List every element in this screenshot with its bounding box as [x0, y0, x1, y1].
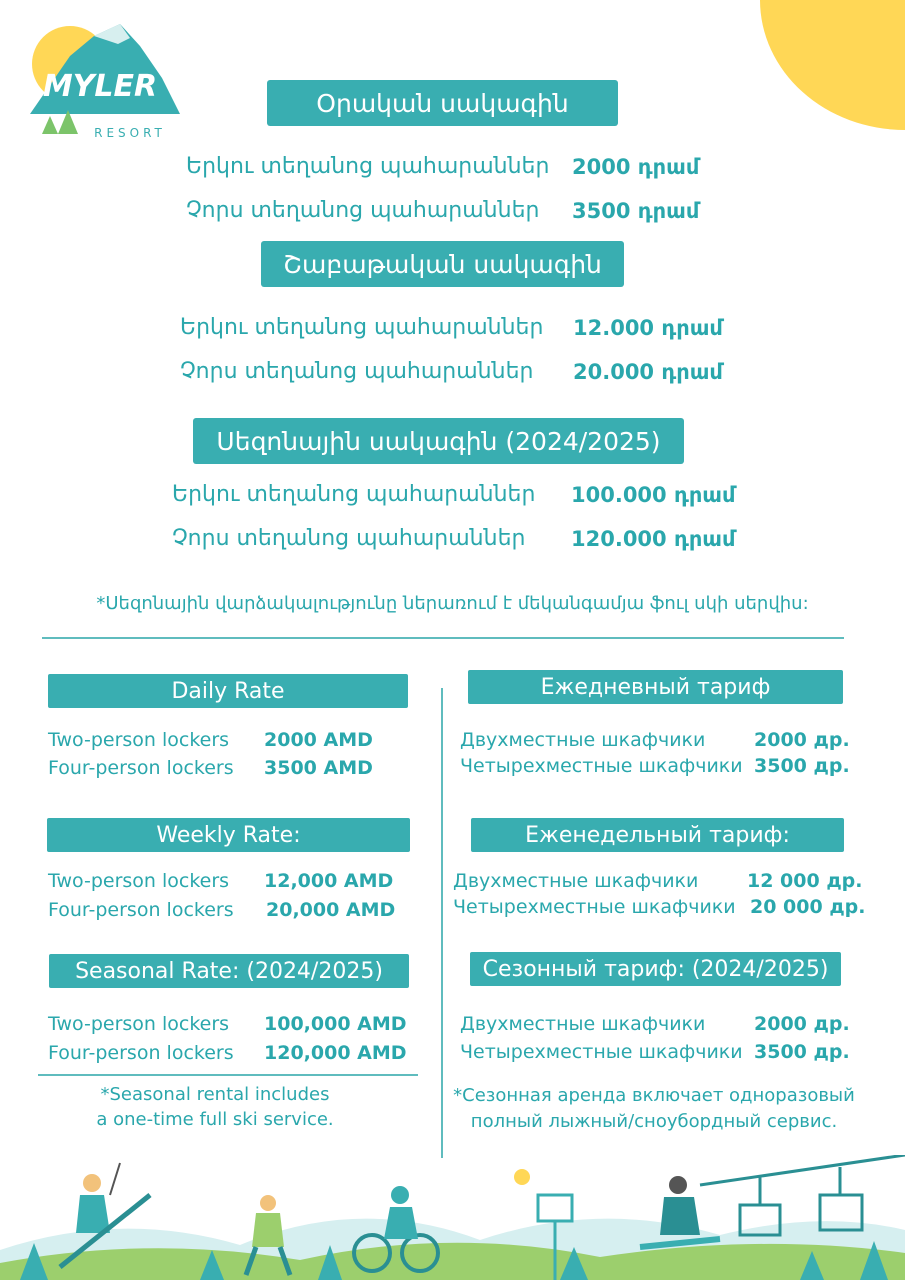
bottom-illustration [0, 1155, 905, 1280]
hy-weekly-row-1-label: Երկու տեղանոց պահարաններ [180, 315, 544, 340]
ru-seasonal-row-1-price: 2000 др. [754, 1013, 850, 1035]
en-daily-row-2-label: Four-person lockers [48, 757, 234, 779]
en-seasonal-row-1-label: Two-person lockers [48, 1013, 230, 1035]
myler-resort-logo [22, 16, 187, 146]
en-note-line-1: *Seasonal rental includes [100, 1084, 330, 1105]
ru-daily-row-1-price: 2000 др. [754, 729, 850, 751]
en-daily-banner: Daily Rate [48, 674, 408, 708]
en-weekly-row-1-label: Two-person lockers [48, 870, 230, 892]
ru-daily-row-2-price: 3500 др. [754, 755, 850, 777]
hy-seasonal-row-1-label: Երկու տեղանոց պահարաններ [172, 482, 536, 507]
logo-name: MYLER [42, 69, 158, 104]
en-note-divider [38, 1074, 418, 1076]
en-note-line-2: a one-time full ski service. [96, 1109, 334, 1130]
hy-daily-row-2-price: 3500 դրամ [572, 199, 700, 223]
ru-seasonal-note [448, 1083, 860, 1135]
en-seasonal-row-1-price: 100,000 AMD [264, 1013, 407, 1035]
ru-weekly-row-1-label: Двухместные шкафчики [453, 870, 699, 892]
hy-seasonal-row-2-price: 120.000 դրամ [571, 527, 736, 551]
ru-weekly-row-2-price: 20 000 др. [750, 896, 866, 918]
en-daily-row-1-label: Two-person lockers [48, 729, 230, 751]
en-weekly-row-1-price: 12,000 AMD [264, 870, 394, 892]
ru-seasonal-row-2-label: Четырехместные шкафчики [460, 1041, 743, 1063]
logo-sub: RESORT [94, 126, 166, 140]
ru-seasonal-row-2-price: 3500 др. [754, 1041, 850, 1063]
hy-daily-row-1-label: Երկու տեղանոց պահարաններ [186, 154, 550, 179]
ru-weekly-banner: Еженедельный тариф: [471, 818, 844, 852]
ru-weekly-row-2-label: Четырехместные шкафчики [453, 896, 736, 918]
hy-daily-banner: Օրական սակագին [267, 80, 618, 126]
en-seasonal-row-2-label: Four-person lockers [48, 1042, 234, 1064]
hy-seasonal-row-1-price: 100.000 դրամ [571, 483, 736, 507]
ru-seasonal-row-1-label: Двухместные шкафчики [460, 1013, 706, 1035]
sun-corner-decoration [760, 0, 905, 130]
en-seasonal-row-2-price: 120,000 AMD [264, 1042, 407, 1064]
ru-daily-row-1-label: Двухместные шкафчики [460, 729, 706, 751]
ru-note-line-1: *Сезонная аренда включает одноразовый [453, 1085, 855, 1106]
hy-weekly-banner: Շաբաթական սակագին [261, 241, 624, 287]
hy-weekly-row-2-label: Չորս տեղանոց պահարաններ [180, 359, 534, 384]
hy-seasonal-row-2-label: Չորս տեղանոց պահարաններ [172, 526, 526, 551]
hy-seasonal-banner: Սեզոնային սակագին (2024/2025) [193, 418, 684, 464]
en-seasonal-note [40, 1082, 390, 1132]
ru-daily-banner: Ежедневный тариф [468, 670, 843, 704]
ru-note-line-2: полный лыжный/сноубордный сервис. [470, 1111, 838, 1132]
hy-daily-row-1-price: 2000 դրամ [572, 155, 700, 179]
en-weekly-banner: Weekly Rate: [47, 818, 410, 852]
en-daily-row-2-price: 3500 AMD [264, 757, 373, 779]
ru-weekly-row-1-price: 12 000 др. [747, 870, 863, 892]
en-daily-row-1-price: 2000 AMD [264, 729, 373, 751]
divider [42, 637, 844, 639]
hy-weekly-row-2-price: 20.000 դրամ [573, 360, 723, 384]
en-weekly-row-2-price: 20,000 AMD [266, 899, 396, 921]
hy-seasonal-note: *Սեզոնային վարձակալությունը ներառում է մեկանգամյա ֆուլ սկի սերվիս: [96, 593, 809, 614]
column-divider [441, 688, 443, 1158]
ru-seasonal-banner: Сезонный тариф: (2024/2025) [470, 952, 841, 986]
en-weekly-row-2-label: Four-person lockers [48, 899, 234, 921]
hy-weekly-row-1-price: 12.000 դրամ [573, 316, 723, 340]
ru-daily-row-2-label: Четырехместные шкафчики [460, 755, 743, 777]
hy-daily-row-2-label: Չորս տեղանոց պահարաններ [186, 198, 540, 223]
en-seasonal-banner: Seasonal Rate: (2024/2025) [49, 954, 409, 988]
